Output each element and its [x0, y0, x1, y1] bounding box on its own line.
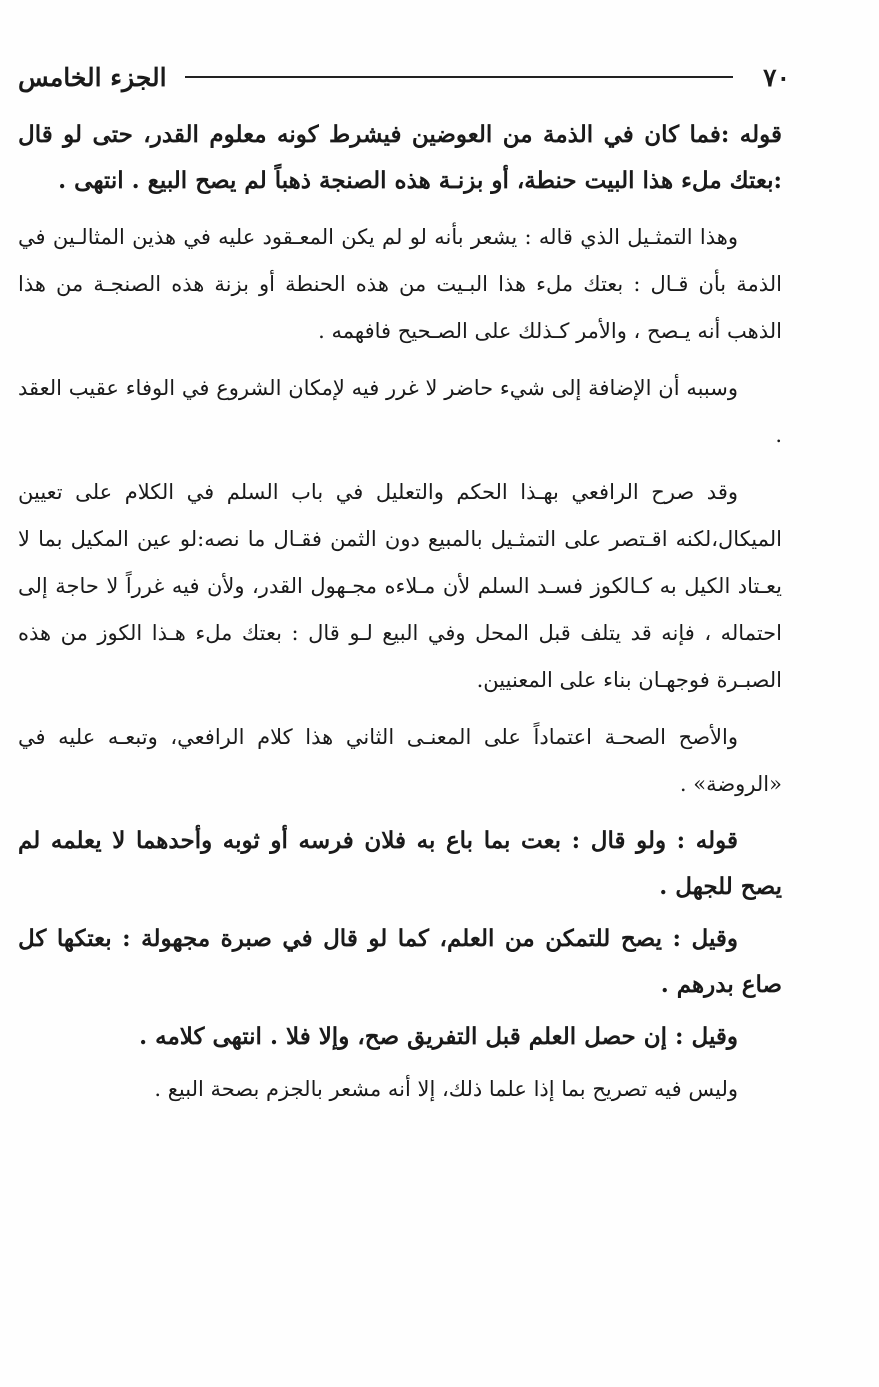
paragraph-commentary-3: وقد صرح الرافعي بهـذا الحكم والتعليل في باب السلم في الكلام على تعيين الميكال،لكنه اقـتصر على التمثـيل بالمبيع دون الثمن فقـال ما نصه:لو عين المكيل بما لا يعـتاد الكيل به كـالكوز فسـد السلم لأن مـلاءه مجـهول القدر، ولأن فيه غرراً لا حاجة إلى احتماله ، فإنه قد يتلف قبل المحل وفي البيع لـو قال : بعتك ملء هـذا الكوز من هذه الصبـرة فوجهـان بناء على المعنيين. [18, 480, 782, 692]
page-header [18, 60, 790, 94]
paragraph-commentary-1: وهذا التمثـيل الذي قاله : يشعر بأنه لو لم يكن المعـقود عليه في هذين المثالـين في الذمة بأن قـال : بعتك ملء هذا البـيت من هذه الحنطة أو بزنة هذه الصنجـة من هذا الذهب أنه يـصح ، والأمر كـذلك على الصـحيح فافهمه . [18, 225, 782, 343]
paragraph-commentary-5: وليس فيه تصريح بما إذا علما ذلك، إلا أنه مشعر بالجزم بصحة البيع . [154, 1077, 738, 1101]
paragraph-quote-1: قوله :فما كان في الذمة من العوضين فيشرط كونه معلوم القدر، حتى لو قال :بعتك ملء هذا البيت حنطة، أو بزنـة هذه الصنجة ذهباً لم يصح البيع . انتهى . [18, 121, 782, 194]
body-text [18, 112, 782, 1113]
paragraph-quote-3: وقيل : يصح للتمكن من العلم، كما لو قال في صبرة مجهولة : بعتكها كل صاع بدرهم . [18, 925, 782, 998]
paragraph-quote-4: وقيل : إن حصل العلم قبل التفريق صح، وإلا فلا . انتهى كلامه . [139, 1023, 738, 1050]
header-rule [185, 76, 734, 78]
running-title: الجزء الخامس [18, 62, 167, 92]
paragraph-quote-2: قوله : ولو قال : بعت بما باع به فلان فرسه أو ثوبه وأحدهما لا يعلمه لم يصح للجهل . [18, 827, 782, 900]
paragraph-commentary-2: وسببه أن الإضافة إلى شيء حاضر لا غرر فيه لإمكان الشروع في الوفاء عقيب العقد . [18, 376, 782, 447]
paragraph-commentary-4: والأصح الصحـة اعتماداً على المعنـى الثاني هذا كلام الرافعي، وتبعـه عليه في «الروضة» . [18, 725, 782, 796]
page-number: ٧٠ [763, 62, 790, 92]
